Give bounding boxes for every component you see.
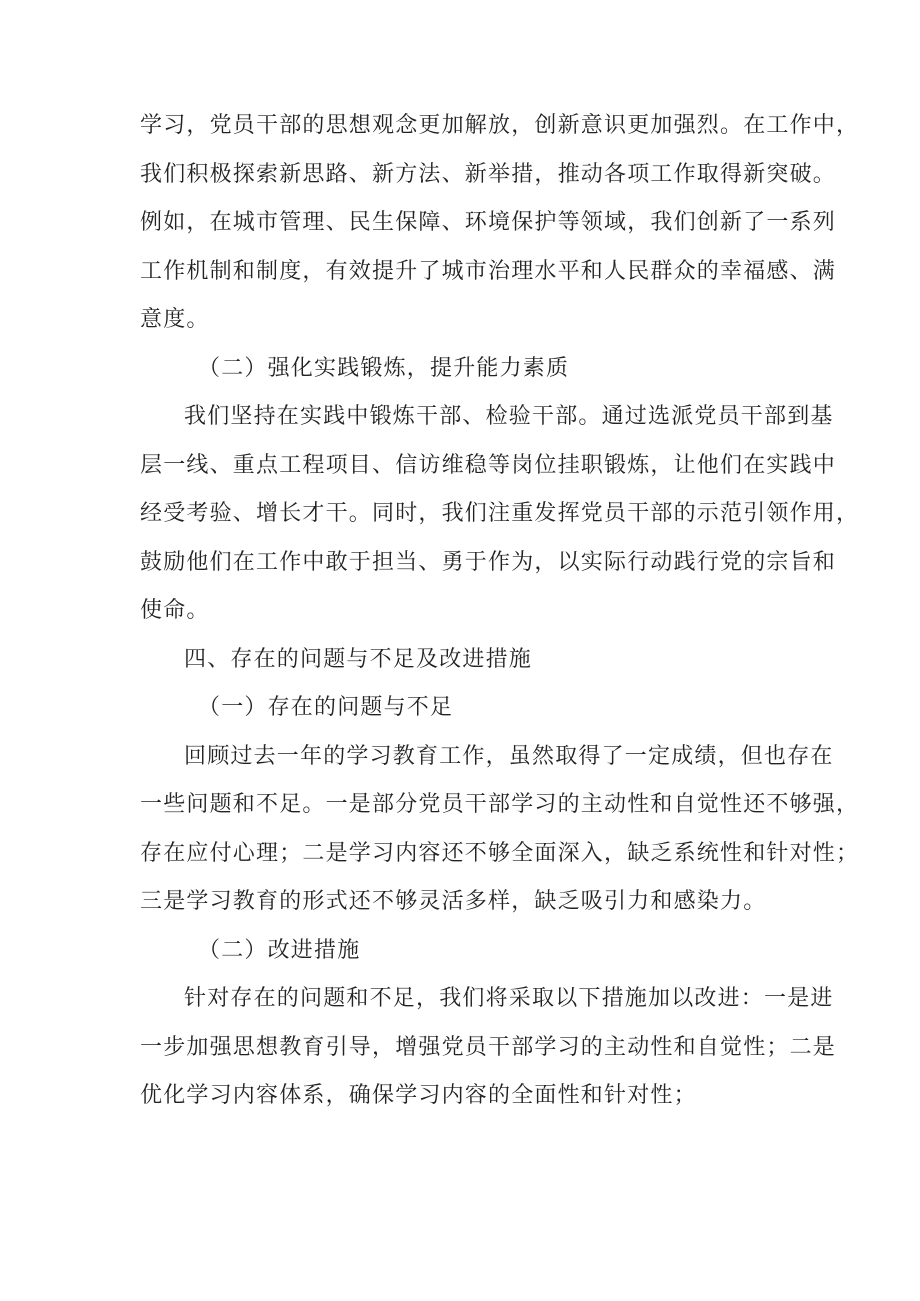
body-line-8: 层一线、重点工程项目、信访维稳等岗位挂职锻炼，让他们在实践中	[140, 452, 837, 478]
subheading-problems: （一）存在的问题与不足	[198, 695, 454, 720]
body-line-16: 存在应付心理；二是学习内容还不够全面深入，缺乏系统性和针对性；	[140, 840, 860, 866]
body-line-7: 我们坚持在实践中锻炼干部、检验干部。通过选派党员干部到基	[184, 404, 834, 429]
body-line-2: 我们积极探索新思路、新方法、新举措，推动各项工作取得新突破。	[140, 161, 837, 187]
body-line-14: 回顾过去一年的学习教育工作，虽然取得了一定成绩，但也存在	[184, 743, 834, 769]
body-line-17: 三是学习教育的形式还不够灵活多样，缺乏吸引力和感染力。	[140, 889, 767, 914]
body-line-15: 一些问题和不足。一是部分党员干部学习的主动性和自觉性还不够强，	[140, 792, 860, 817]
subheading-practice: （二）强化实践锻炼，提升能力素质	[198, 355, 570, 381]
section-heading-problems: 四、存在的问题与不足及改进措施	[184, 646, 533, 672]
body-line-5: 意度。	[140, 307, 210, 332]
body-line-1: 学习，党员干部的思想观念更加解放，创新意识更加强烈。在工作中，	[140, 113, 860, 138]
body-line-21: 优化学习内容体系，确保学习内容的全面性和针对性；	[140, 1083, 697, 1108]
body-line-11: 使命。	[140, 598, 210, 623]
body-line-4: 工作机制和制度，有效提升了城市治理水平和人民群众的幸福感、满	[140, 258, 837, 284]
subheading-improvement: （二）改进措施	[198, 937, 361, 963]
body-line-3: 例如，在城市管理、民生保障、环境保护等领域，我们创新了一系列	[140, 210, 837, 235]
body-line-19: 针对存在的问题和不足，我们将采取以下措施加以改进：一是进	[184, 986, 834, 1011]
body-line-10: 鼓励他们在工作中敢于担当、勇于作为，以实际行动践行党的宗旨和	[140, 549, 837, 575]
body-line-9: 经受考验、增长才干。同时，我们注重发挥党员干部的示范引领作用，	[140, 501, 860, 526]
body-line-20: 一步加强思想教育引导，增强党员干部学习的主动性和自觉性；二是	[140, 1034, 837, 1060]
